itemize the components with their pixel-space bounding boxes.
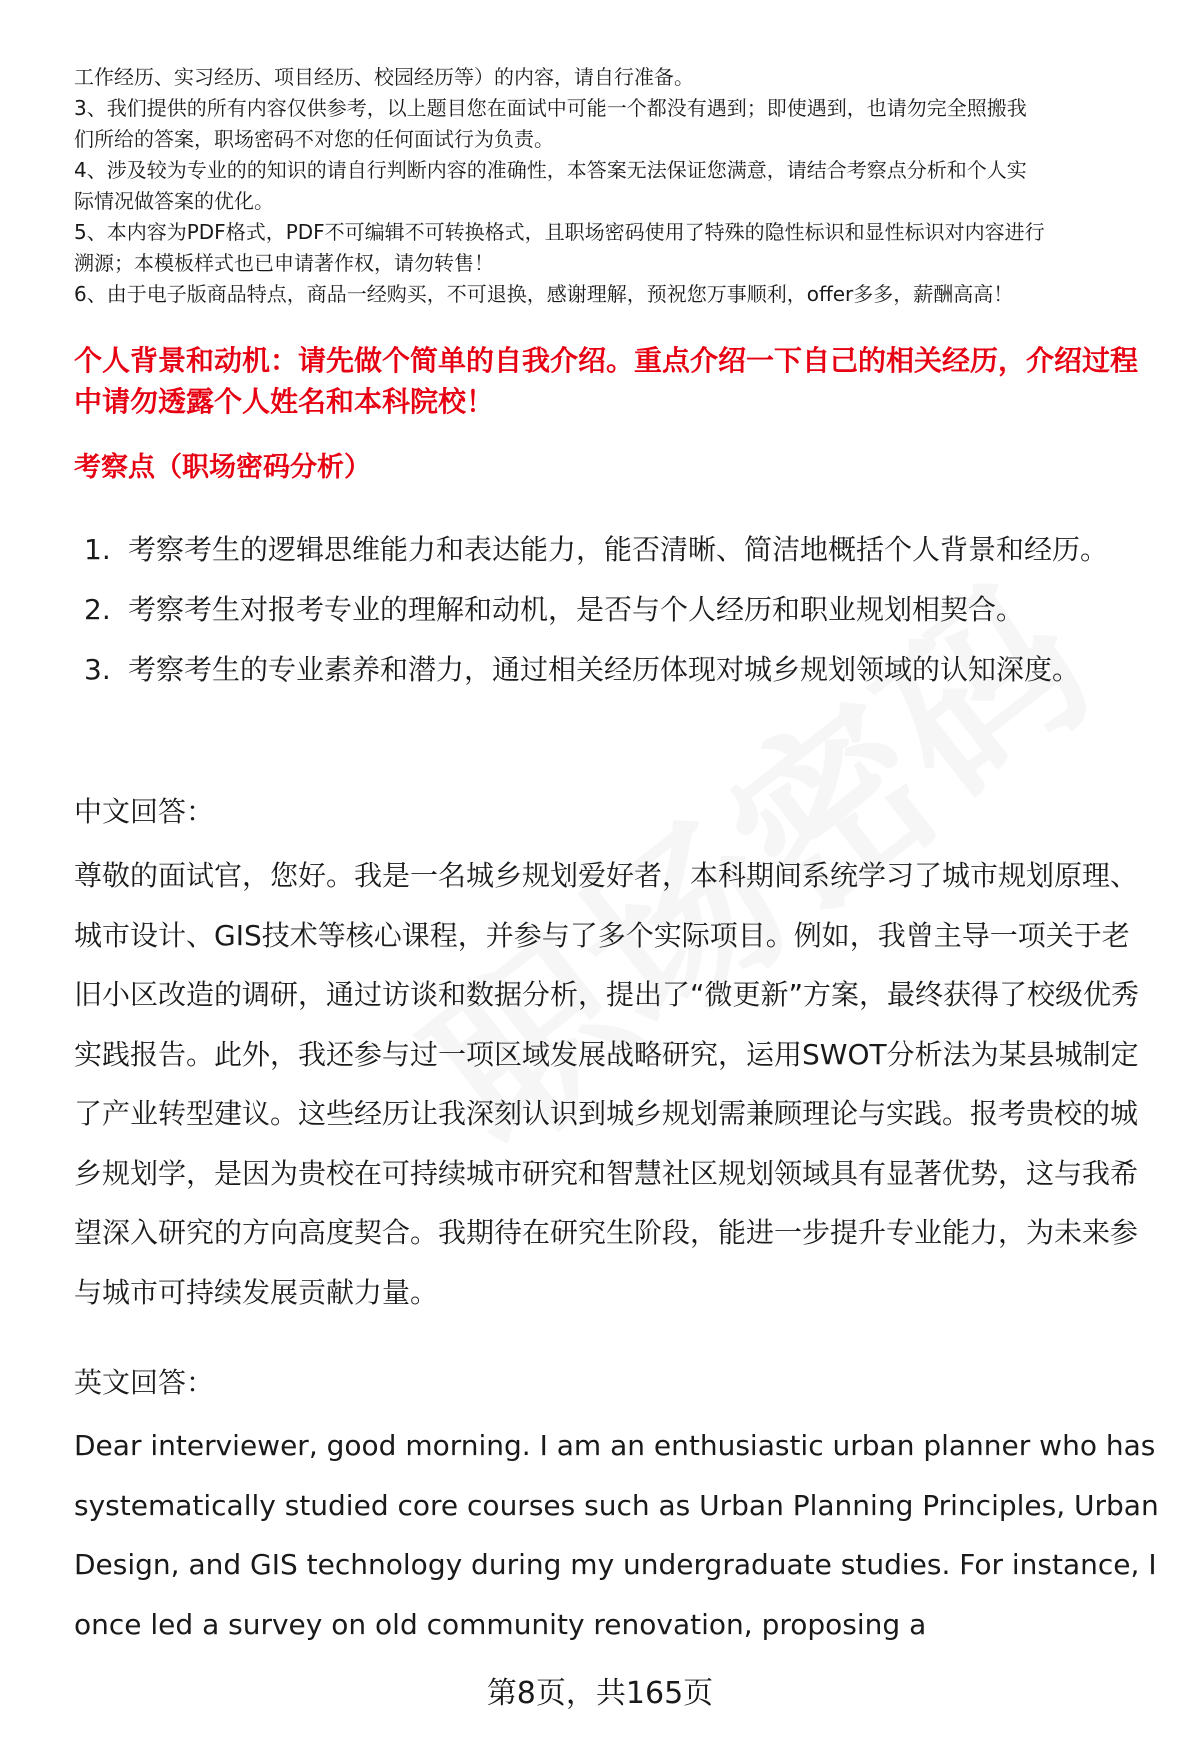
note-line: 工作经历、实习经历、项目经历、校园经历等）的内容，请自行准备。 — [74, 65, 694, 89]
list-item — [84, 580, 1164, 640]
note-line: 际情况做答案的优化。 — [74, 189, 274, 213]
item-number: 3. — [84, 653, 111, 686]
chinese-answer-label: 中文回答： — [74, 795, 215, 828]
item-text: 考察考生的逻辑思维能力和表达能力，能否清晰、简洁地概括个人背景和经历。 — [128, 533, 1109, 566]
note-line: 们所给的答案，职场密码不对您的任何面试行为负责。 — [74, 127, 554, 151]
page-number: 第8页，共165页 — [486, 1676, 714, 1711]
question-heading: 个人背景和动机：请先做个简单的自我介绍。重点介绍一下自己的相关经历，介绍过程中请勿透露个人姓名和本科院校！ — [74, 344, 1139, 418]
english-answer: Dear interviewer, good morning. I am an enthusiastic urban planner who has systematically studied core courses such as Urban Planning Principles, Urban Design, and GIS technology during my undergraduate studies. For instance, I once led a survey on old community renovation, proposing a — [74, 1429, 1159, 1641]
note-line: 3、我们提供的所有内容仅供参考，以上题目您在面试中可能一个都没有遇到；即使遇到，也请勿完全照搬我 — [74, 96, 1027, 120]
analysis-points — [84, 520, 1164, 700]
note-line: 5、本内容为PDF格式，PDF不可编辑不可转换格式，且职场密码使用了特殊的隐性标识和显性标识对内容进行 — [74, 220, 1045, 244]
note-line: 6、由于电子版商品特点，商品一经购买，不可退换，感谢理解，预祝您万事顺利，offer多多，薪酬高高！ — [74, 282, 1014, 306]
note-line: 4、涉及较为专业的的知识的请自行判断内容的准确性，本答案无法保证您满意，请结合考察点分析和个人实 — [74, 158, 1027, 182]
list-item — [84, 640, 1164, 700]
item-number: 2. — [84, 593, 111, 626]
disclaimer-notes — [74, 62, 1164, 310]
chinese-answer: 尊敬的面试官，您好。我是一名城乡规划爱好者，本科期间系统学习了城市规划原理、城市设计、GIS技术等核心课程，并参与了多个实际项目。例如，我曾主导一项关于老旧小区改造的调研，通过访谈和数据分析，提出了“微更新”方案，最终获得了校级优秀实践报告。此外，我还参与过一项区域发展战略研究，运用SWOT分析法为某县城制定了产业转型建议。这些经历让我深刻认识到城乡规划需兼顾理论与实践。报考贵校的城乡规划学，是因为贵校在可持续城市研究和智慧社区规划领域具有显著优势，这与我希望深入研究的方向高度契合。我期待在研究生阶段，能进一步提升专业能力，为未来参与城市可持续发展贡献力量。 — [74, 859, 1140, 1309]
item-number: 1. — [84, 533, 111, 566]
english-answer-label: 英文回答： — [74, 1366, 215, 1399]
analysis-title: 考察点（职场密码分析） — [74, 452, 371, 483]
item-text: 考察考生对报考专业的理解和动机，是否与个人经历和职业规划相契合。 — [128, 593, 1025, 626]
note-line: 溯源；本模板样式也已申请著作权，请勿转售！ — [74, 251, 494, 275]
item-text: 考察考生的专业素养和潜力，通过相关经历体现对城乡规划领域的认知深度。 — [128, 653, 1081, 686]
list-item — [84, 520, 1164, 580]
